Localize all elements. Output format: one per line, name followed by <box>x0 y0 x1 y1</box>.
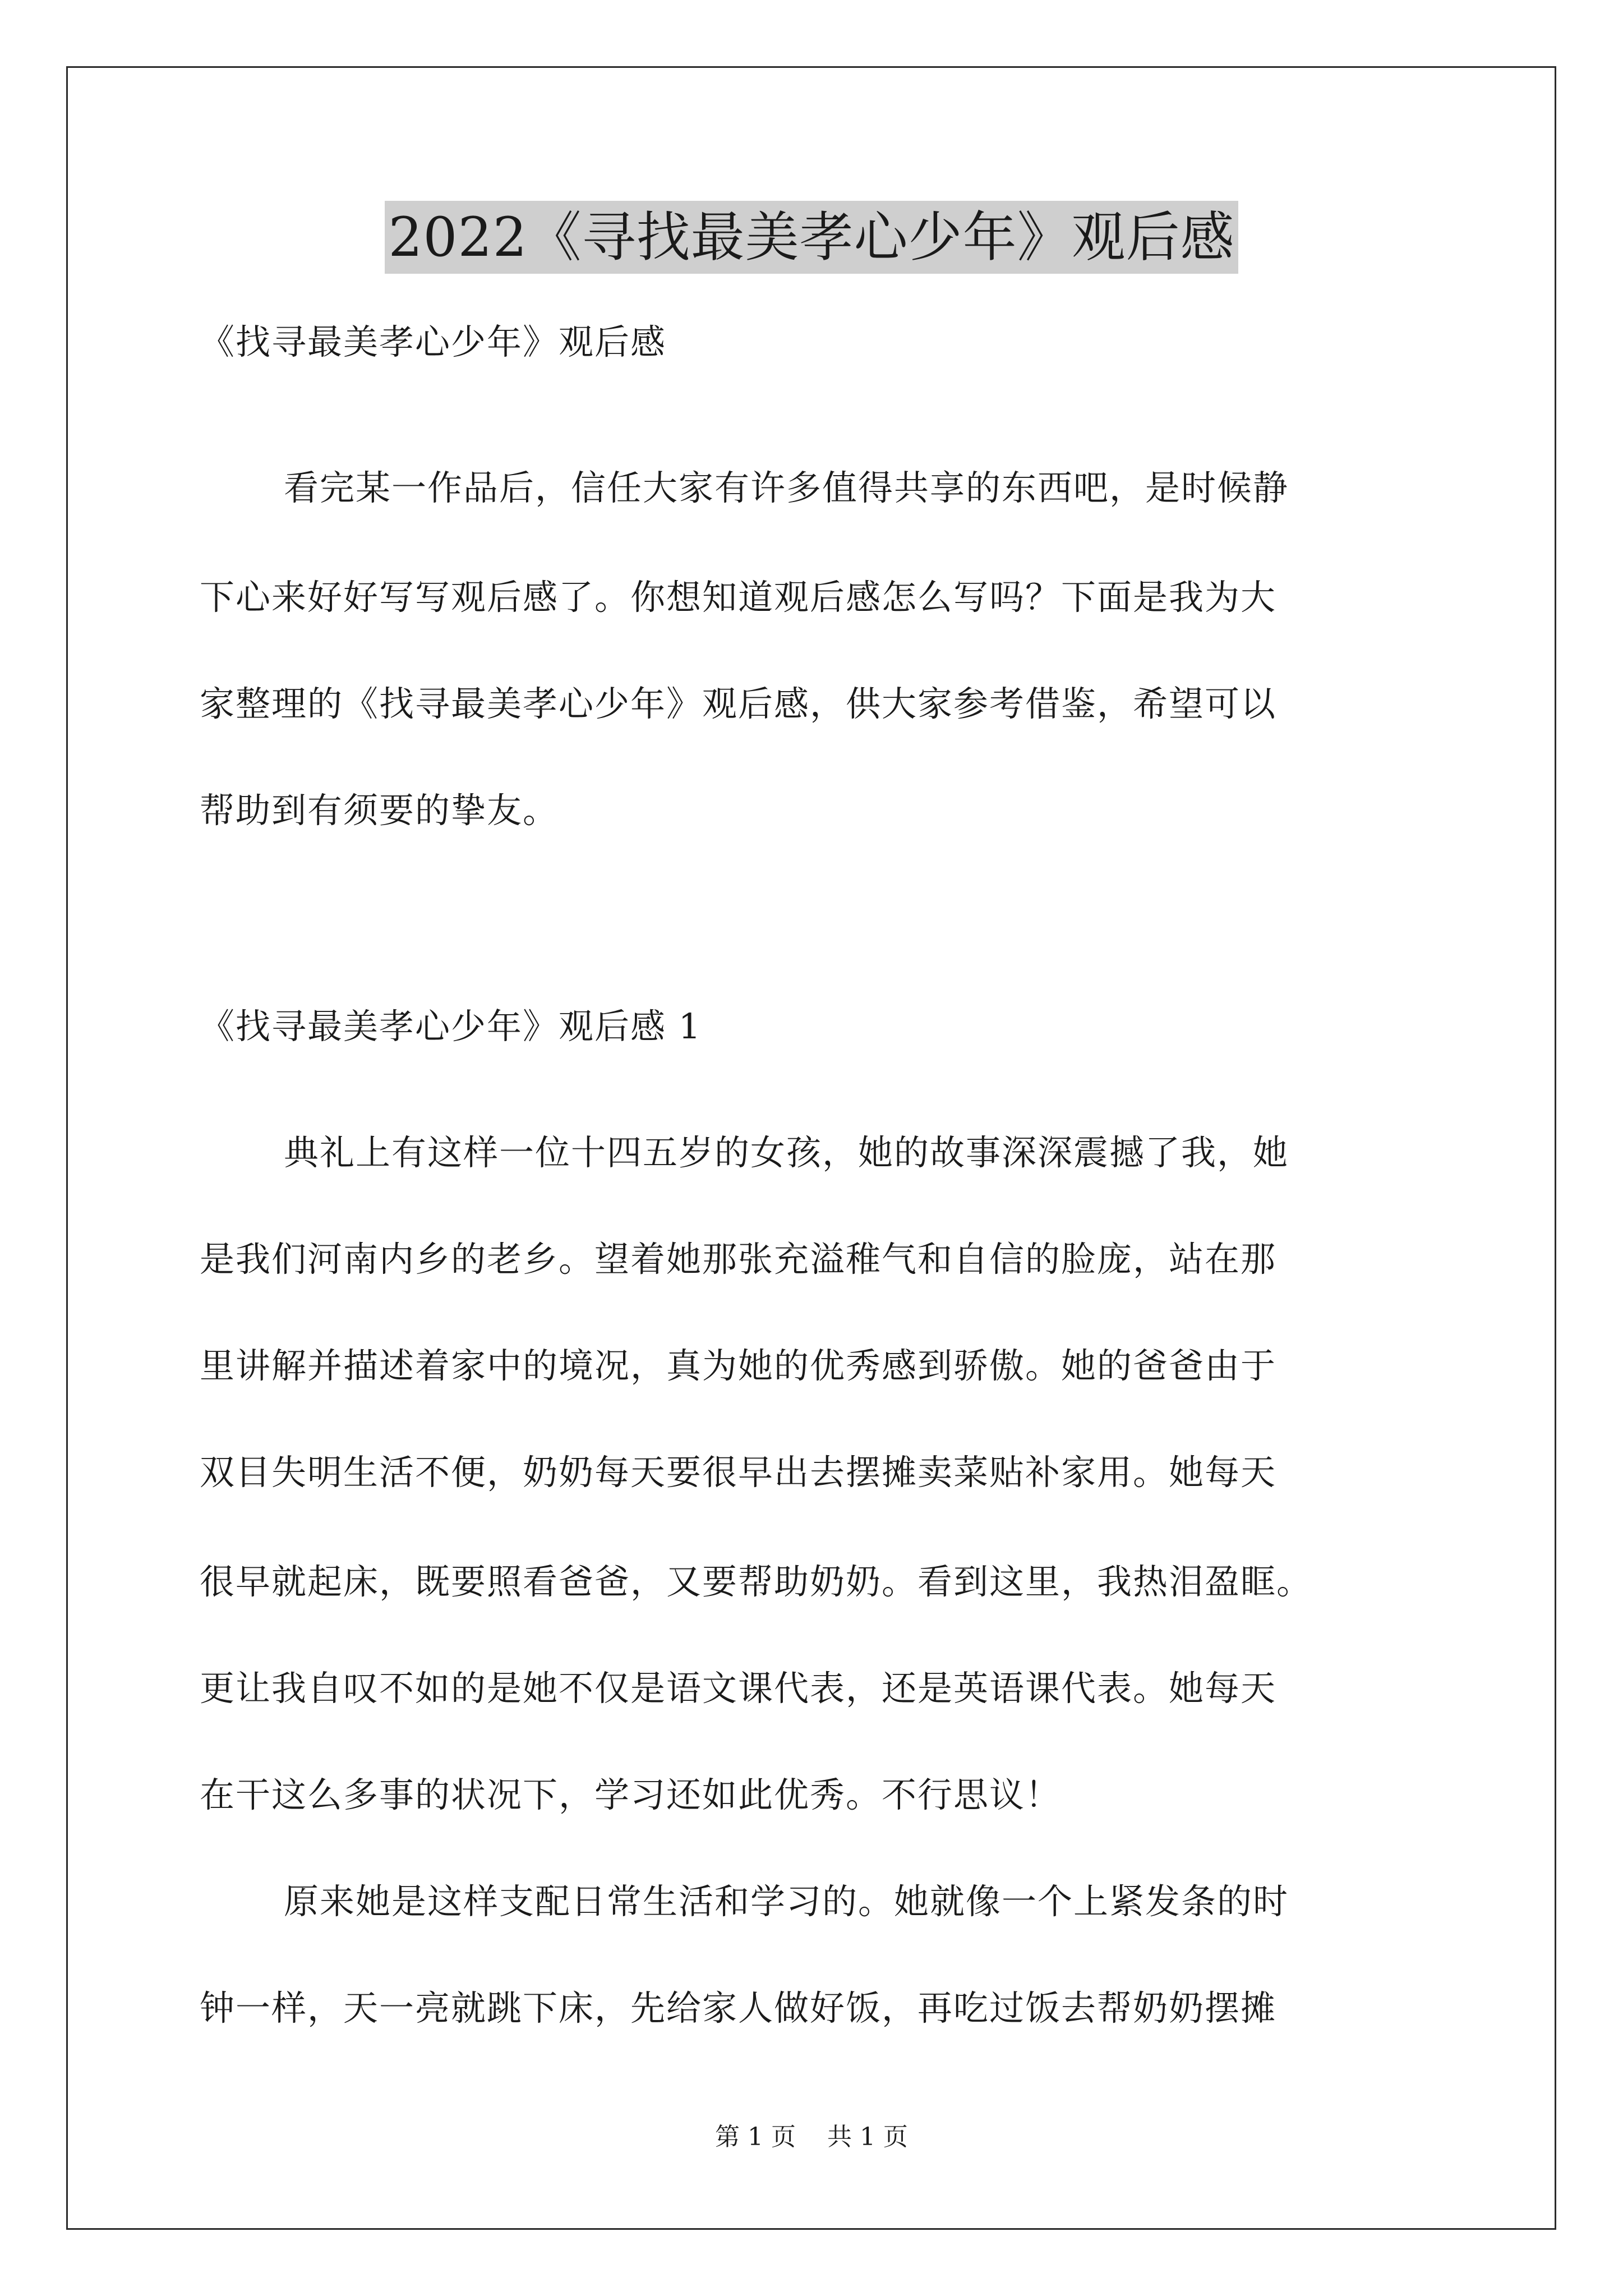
paragraph-line: 很早就起床，既要照看爸爸，又要帮助奶奶。看到这里，我热泪盈眶。 <box>200 1561 1313 1602</box>
paragraph-line: 钟一样，天一亮就跳下床，先给家人做好饭，再吃过饭去帮奶奶摆摊 <box>200 1987 1277 2028</box>
paragraph-line: 原来她是这样支配日常生活和学习的。她就像一个上紧发条的时 <box>284 1881 1289 1922</box>
paragraph-line: 下心来好好写写观后感了。你想知道观后感怎么写吗？下面是我为大 <box>200 577 1277 618</box>
paragraph-line: 里讲解并描述着家中的境况，真为她的优秀感到骄傲。她的爸爸由于 <box>200 1345 1277 1386</box>
paragraph-line: 帮助到有须要的挚友。 <box>200 790 559 831</box>
section-heading: 《找寻最美孝心少年》观后感 <box>200 321 667 362</box>
paragraph-line: 更让我自叹不如的是她不仅是语文课代表，还是英语课代表。她每天 <box>200 1668 1277 1709</box>
paragraph-line: 在干这么多事的状况下，学习还如此优秀。不行思议！ <box>200 1774 1062 1815</box>
section-heading: 《找寻最美孝心少年》观后感 1 <box>200 1006 702 1047</box>
page-footer: 第 1 页 共 1 页 <box>715 2123 908 2151</box>
paragraph-line: 是我们河南内乡的老乡。望着她那张充溢稚气和自信的脸庞，站在那 <box>200 1239 1277 1280</box>
document-title: 2022《寻找最美孝心少年》观后感 <box>385 201 1238 274</box>
paragraph-line: 家整理的《找寻最美孝心少年》观后感，供大家参考借鉴，希望可以 <box>200 683 1277 724</box>
paragraph-line: 典礼上有这样一位十四五岁的女孩，她的故事深深震撼了我，她 <box>284 1132 1289 1173</box>
title-container <box>0 201 1623 274</box>
paragraph-line: 看完某一作品后，信任大家有许多值得共享的东西吧，是时候静 <box>284 467 1289 508</box>
paragraph-line: 双目失明生活不便，奶奶每天要很早出去摆摊卖菜贴补家用。她每天 <box>200 1452 1277 1493</box>
